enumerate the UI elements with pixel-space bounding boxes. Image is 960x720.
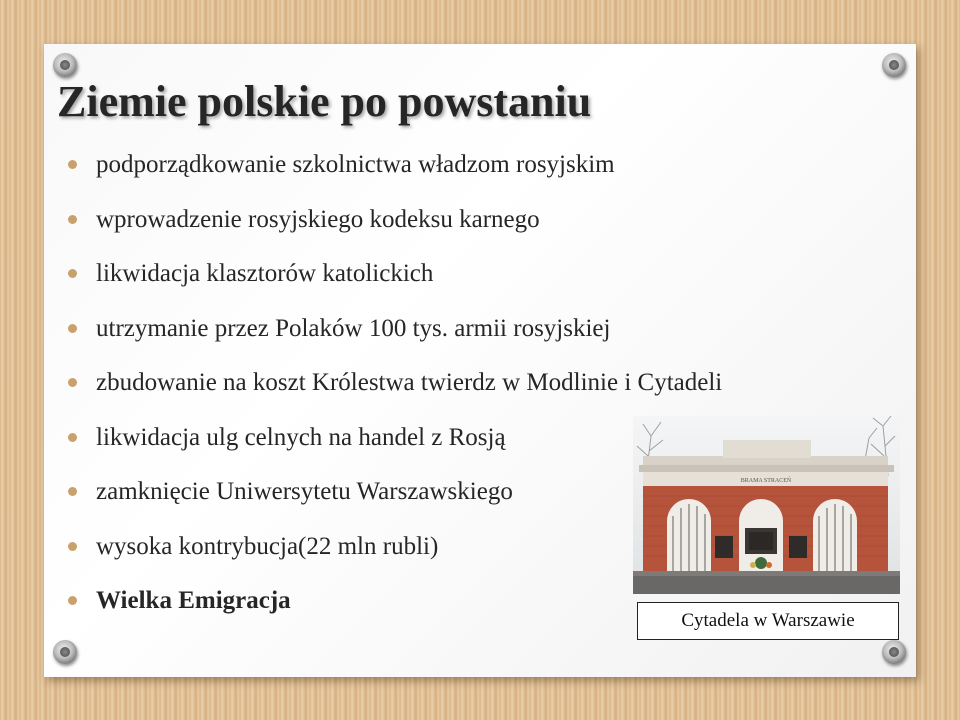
bullet-item [64,310,722,365]
gate-inscription: BRAMA STRACEŃ [740,478,792,484]
pin-icon [53,640,77,664]
citadel-gate-photo [633,416,900,594]
bullet-dot-icon [68,324,77,333]
pin-icon [882,640,906,664]
bullet-dot-icon [68,542,77,551]
photo-caption: Cytadela w Warszawie [637,602,899,640]
bullet-dot-icon [68,269,77,278]
bullet-dot-icon [68,215,77,224]
pin-icon [53,53,77,77]
bullet-text: wprowadzenie rosyjskiego kodeksu karnego [96,205,540,233]
bullet-text: zamknięcie Uniwersytetu Warszawskiego [96,478,513,505]
bullet-item [64,582,722,637]
bullet-text: likwidacja ulg celnych na handel z Rosją [96,423,506,451]
bullet-item [64,255,722,310]
bullet-item [64,419,722,474]
bullet-dot-icon [68,378,77,387]
bullet-text: zbudowanie na koszt Królestwa twierdz w Modlinie i Cytadeli [96,369,723,396]
bullet-text: utrzymanie przez Polaków 100 tys. armii rosyjskiej [96,314,611,342]
bullet-dot-icon [68,487,77,496]
bullet-dot-icon [68,160,77,169]
slide-title: Ziemie polskie po powstaniu [57,77,592,126]
bullet-text: Wielka Emigracja [96,587,291,614]
bullet-dot-icon [68,433,77,442]
bullet-text: likwidacja klasztorów katolickich [96,260,434,287]
bullet-item [64,528,722,583]
bullet-item [64,201,722,256]
bullet-list [64,146,722,637]
bullet-dot-icon [68,596,77,605]
bullet-text: podporządkowanie szkolnictwa władzom rosyjskim [96,151,615,178]
bullet-item [64,473,722,528]
bullet-item [64,146,722,201]
bullet-text: wysoka kontrybucja(22 mln rubli) [96,532,439,560]
pin-icon [882,53,906,77]
bullet-item [64,364,722,419]
